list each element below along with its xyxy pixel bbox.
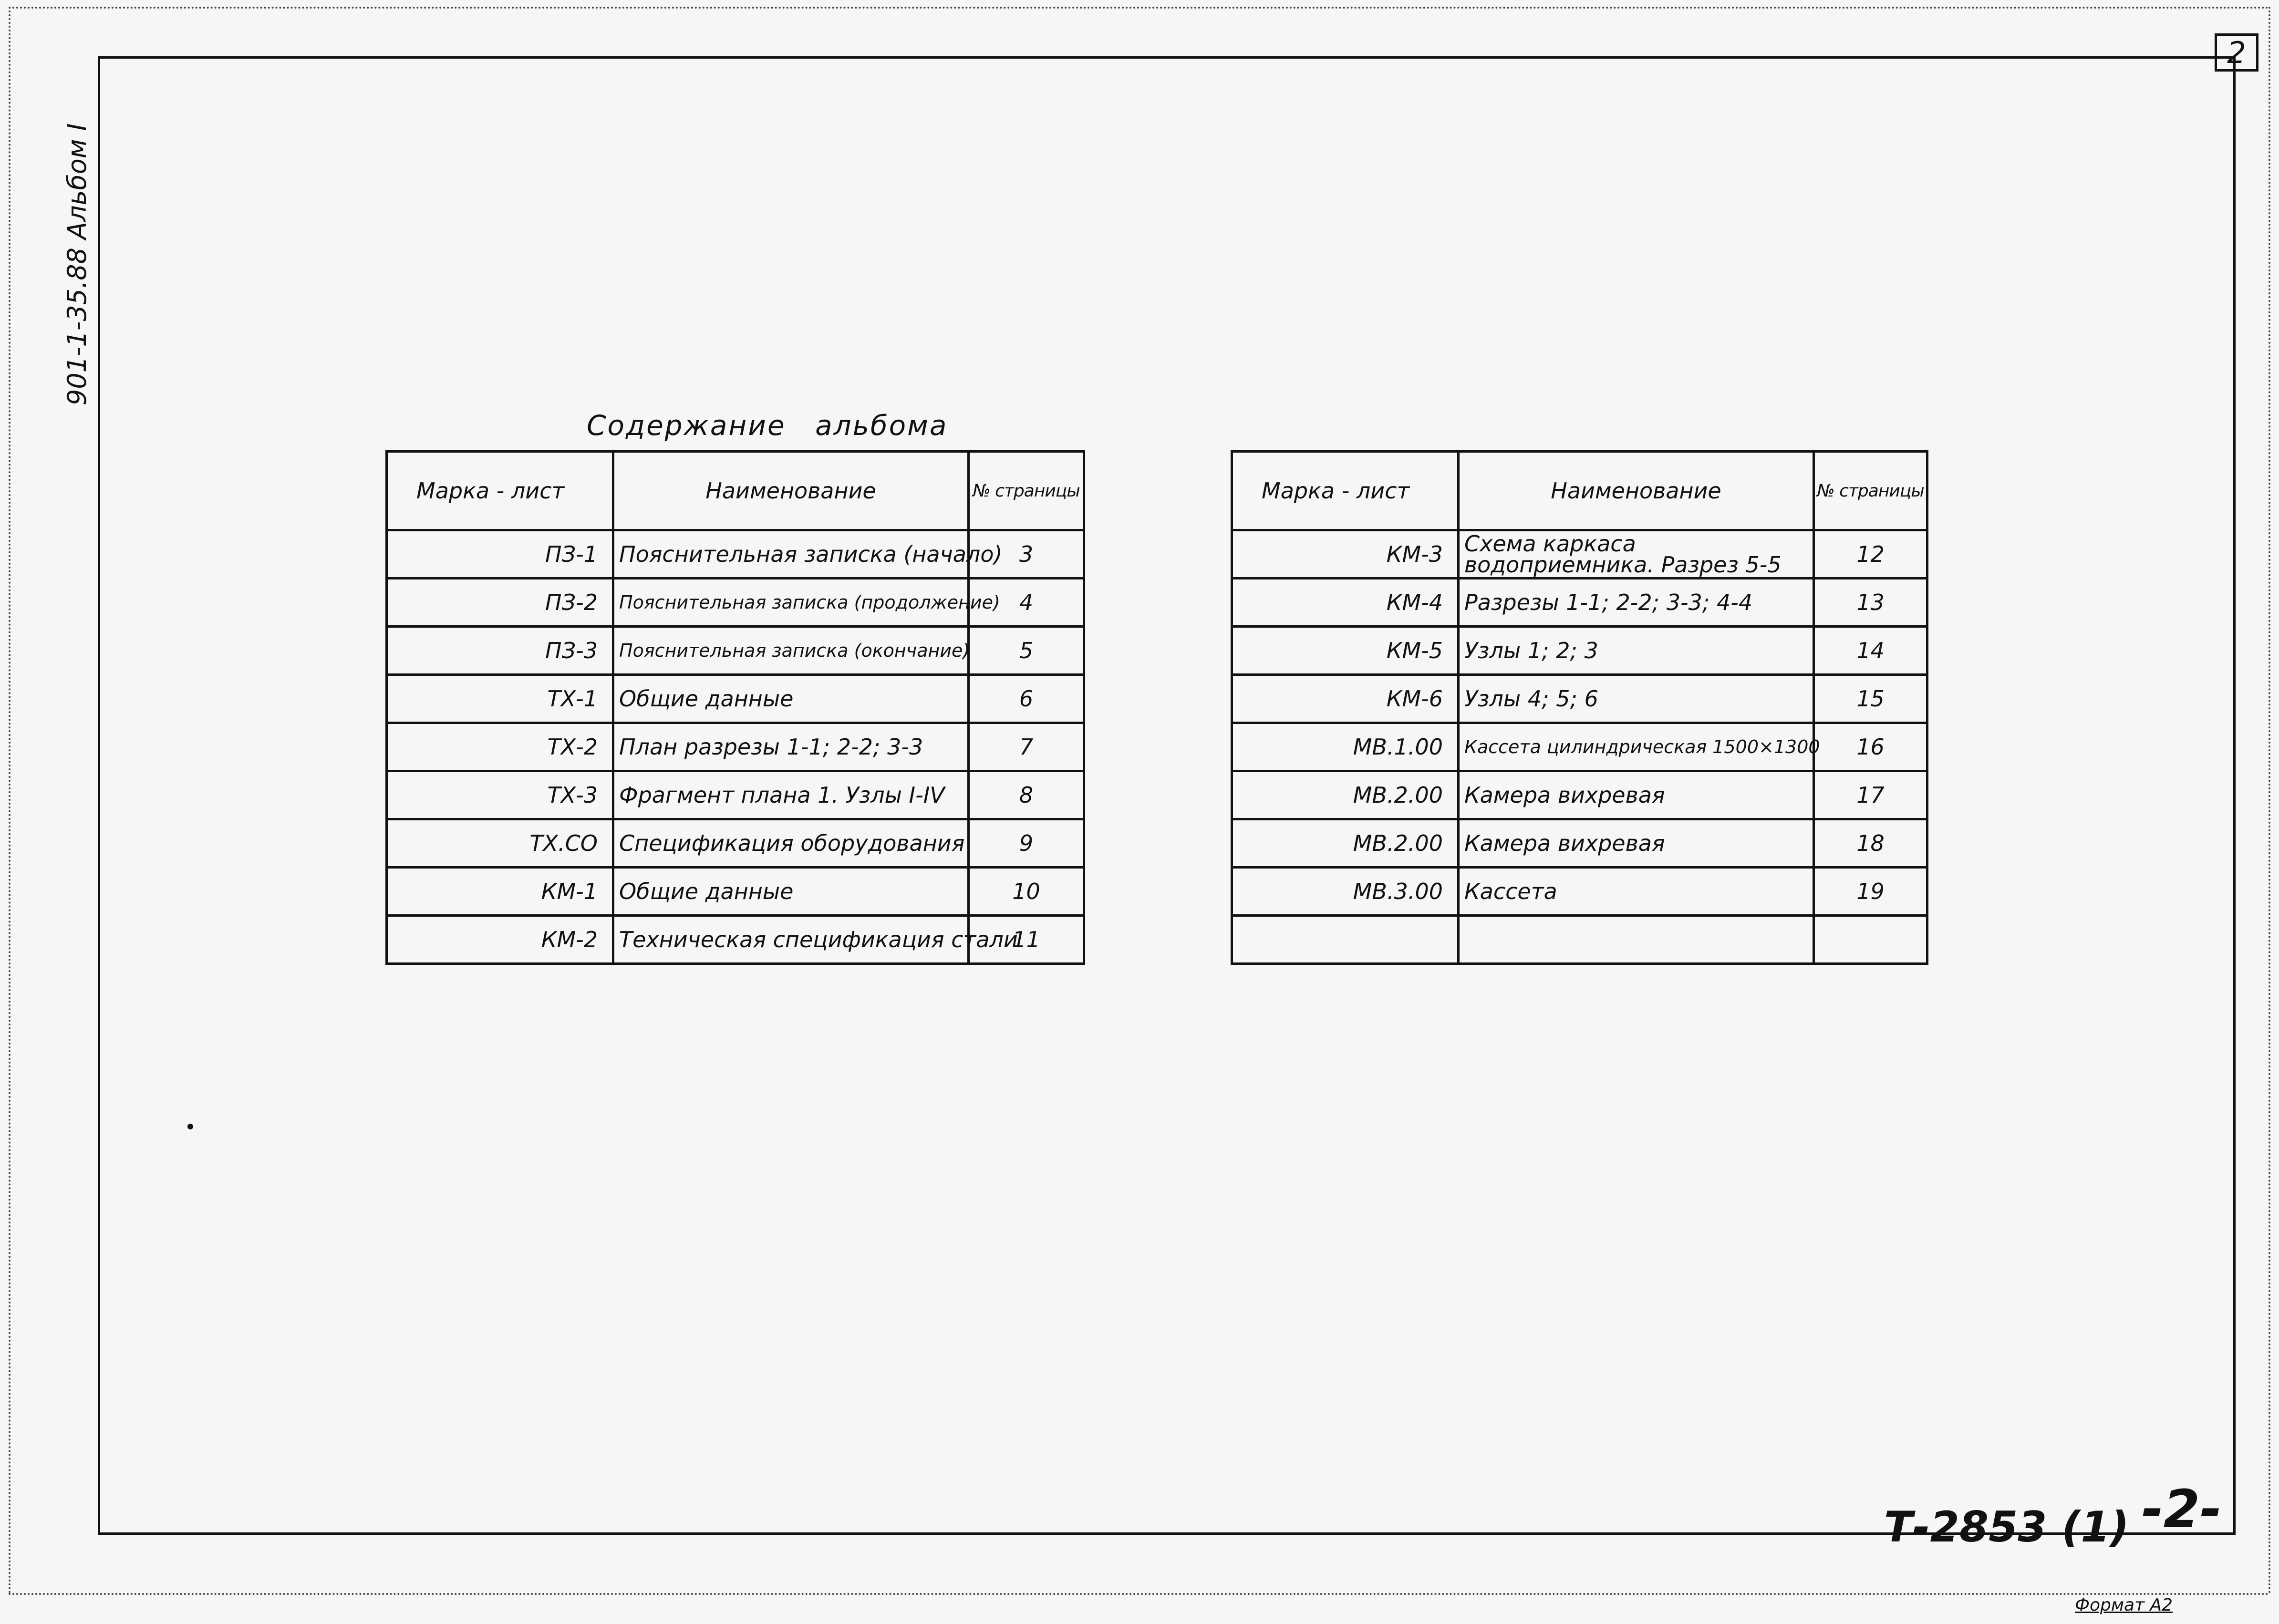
row-mark: [1232, 916, 1459, 964]
row-name: Узлы 1; 2; 3: [1459, 627, 1814, 675]
row-page: 5: [969, 627, 1084, 675]
row-name: План разрезы 1-1; 2-2; 3-3: [613, 723, 969, 771]
table-row: [387, 723, 1084, 771]
header-name: Наименование: [1459, 452, 1814, 530]
row-page: 19: [1814, 868, 1927, 916]
row-mark: МВ.1.00: [1232, 723, 1459, 771]
row-page: 3: [969, 530, 1084, 579]
table-row: [387, 771, 1084, 819]
row-mark: МВ.2.00: [1232, 771, 1459, 819]
row-mark: КМ-3: [1232, 530, 1459, 579]
row-mark: МВ.3.00: [1232, 868, 1459, 916]
row-name: Пояснительная записка (продолжение): [613, 579, 969, 627]
row-name: Пояснительная записка (начало): [613, 530, 969, 579]
row-mark: МВ.2.00: [1232, 819, 1459, 868]
table-row: [387, 819, 1084, 868]
row-mark: КМ-2: [387, 916, 613, 964]
header-name: Наименование: [613, 452, 969, 530]
row-page: 11: [969, 916, 1084, 964]
row-mark: ТХ-1: [387, 675, 613, 723]
table-row: [387, 868, 1084, 916]
row-name: Техническая спецификация стали: [613, 916, 969, 964]
row-name: Кассета: [1459, 868, 1814, 916]
row-mark: КМ-4: [1232, 579, 1459, 627]
row-page: 13: [1814, 579, 1927, 627]
sheet-number-box: 2: [2215, 33, 2258, 72]
row-page: 9: [969, 819, 1084, 868]
table-row: [387, 579, 1084, 627]
format-label: Формат А2: [2075, 1595, 2173, 1615]
row-mark: ПЗ-2: [387, 579, 613, 627]
row-name: Узлы 4; 5; 6: [1459, 675, 1814, 723]
row-name: Пояснительная записка (окончание): [613, 627, 969, 675]
row-page: 14: [1814, 627, 1927, 675]
row-mark: ПЗ-1: [387, 530, 613, 579]
table-row: [1232, 916, 1927, 964]
table-row: [1232, 627, 1927, 675]
row-name: Схема каркаса водоприемника. Разрез 5-5: [1459, 530, 1814, 579]
row-mark: КМ-1: [387, 868, 613, 916]
row-page: 16: [1814, 723, 1927, 771]
row-name: Общие данные: [613, 675, 969, 723]
table-row: [1232, 771, 1927, 819]
row-name: Спецификация оборудования: [613, 819, 969, 868]
row-page: 17: [1814, 771, 1927, 819]
row-mark: ТХ-3: [387, 771, 613, 819]
contents-table-left: [385, 450, 1085, 965]
table-row: [1232, 868, 1927, 916]
row-page: 6: [969, 675, 1084, 723]
table-row: [1232, 579, 1927, 627]
table-row: [387, 675, 1084, 723]
side-album-code: 901-1-35.88 Альбом I: [62, 123, 92, 405]
row-name: Общие данные: [613, 868, 969, 916]
row-name: Кассета цилиндрическая 1500×1300: [1459, 723, 1814, 771]
row-mark: ПЗ-3: [387, 627, 613, 675]
row-page: 4: [969, 579, 1084, 627]
row-name: Разрезы 1-1; 2-2; 3-3; 4-4: [1459, 579, 1814, 627]
row-page: 15: [1814, 675, 1927, 723]
row-page: 18: [1814, 819, 1927, 868]
footer-page-number: -2-: [2142, 1479, 2222, 1540]
table-row: [387, 530, 1084, 579]
header-page: № страницы: [969, 452, 1084, 530]
table-row: [1232, 530, 1927, 579]
row-page: 12: [1814, 530, 1927, 579]
page-title: Содержание альбома: [587, 409, 948, 442]
table-row: [387, 627, 1084, 675]
document-code: Т-2853 (1): [1884, 1502, 2129, 1552]
table-row: [1232, 675, 1927, 723]
contents-table-right: [1231, 450, 1928, 965]
header-mark: Марка - лист: [387, 452, 613, 530]
table-row: [1232, 723, 1927, 771]
row-page: 10: [969, 868, 1084, 916]
row-name: [1459, 916, 1814, 964]
row-name: Камера вихревая: [1459, 771, 1814, 819]
row-page: [1814, 916, 1927, 964]
row-mark: ТХ-2: [387, 723, 613, 771]
table-row: [1232, 819, 1927, 868]
row-mark: КМ-6: [1232, 675, 1459, 723]
row-mark: КМ-5: [1232, 627, 1459, 675]
header-page: № страницы: [1814, 452, 1927, 530]
stray-dot: [187, 1124, 193, 1129]
table-header-row: [1232, 452, 1927, 530]
table-row: [387, 916, 1084, 964]
row-page: 8: [969, 771, 1084, 819]
row-name: Камера вихревая: [1459, 819, 1814, 868]
row-mark: ТХ.СО: [387, 819, 613, 868]
row-page: 7: [969, 723, 1084, 771]
row-name: Фрагмент плана 1. Узлы I-IV: [613, 771, 969, 819]
header-mark: Марка - лист: [1232, 452, 1459, 530]
table-header-row: [387, 452, 1084, 530]
